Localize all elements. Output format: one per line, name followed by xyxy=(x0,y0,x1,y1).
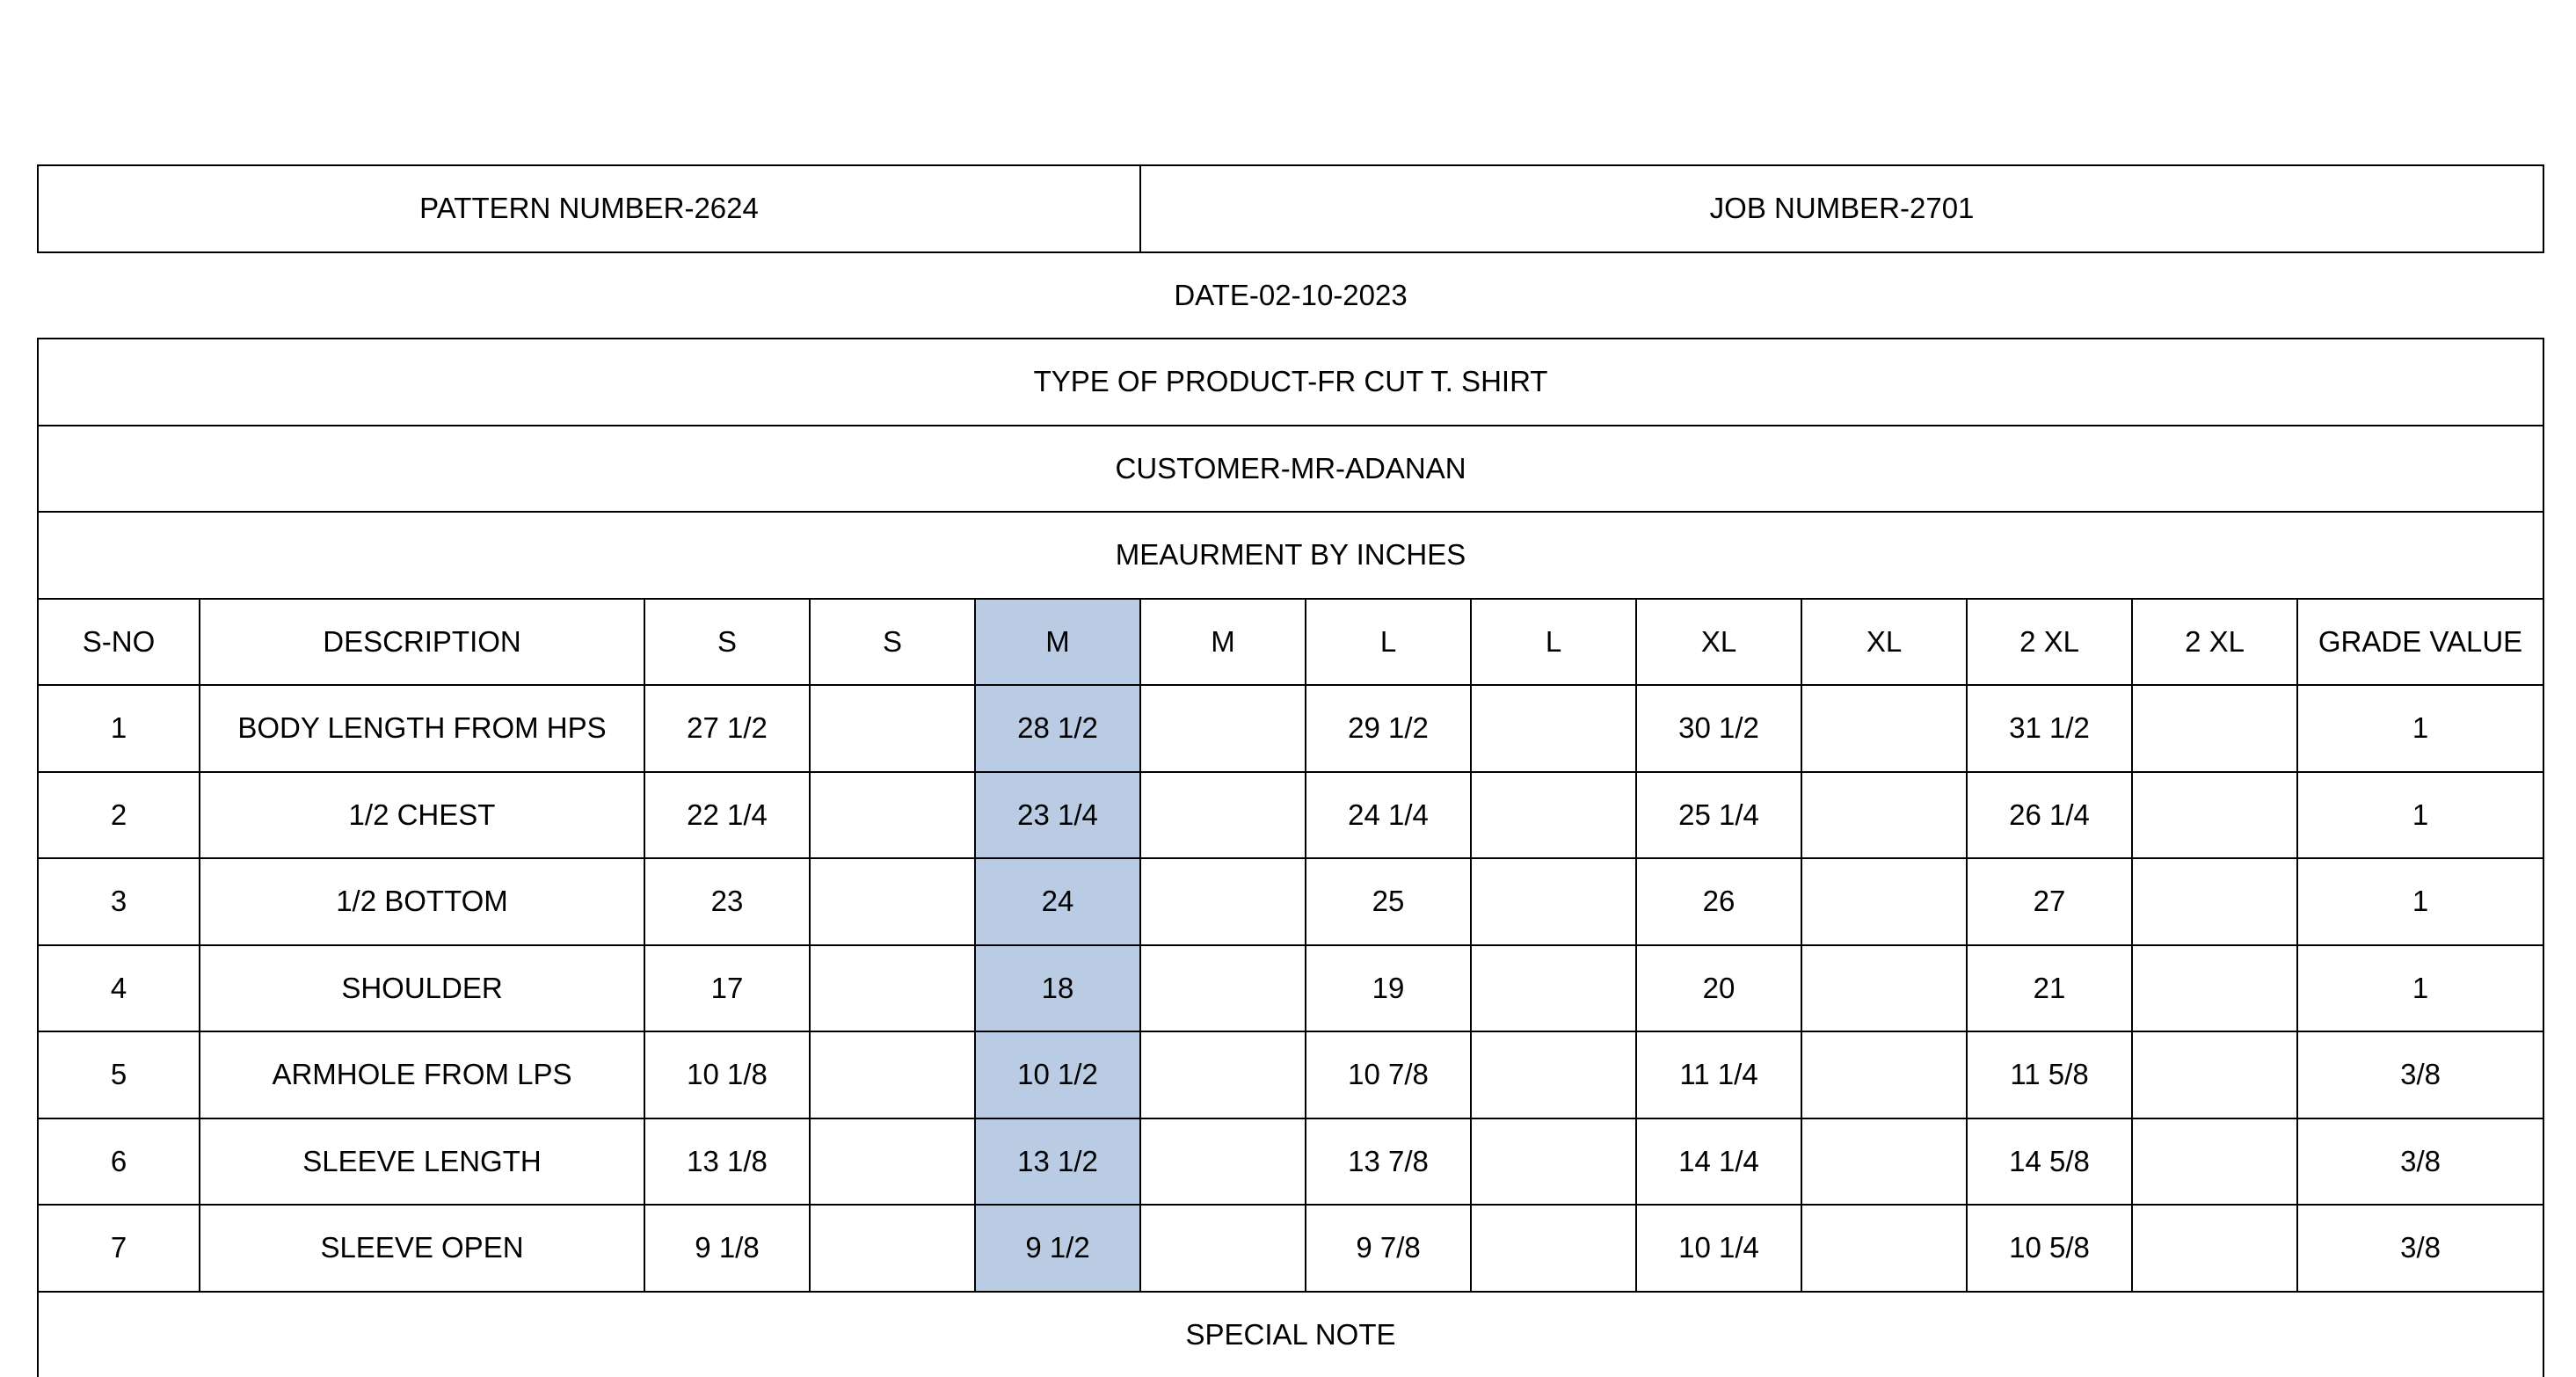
measurement-unit: MEAURMENT BY INCHES xyxy=(38,512,2543,599)
size-2xl-actual-cell xyxy=(2132,945,2297,1032)
description-cell: 1/2 BOTTOM xyxy=(200,858,644,945)
column-header: XL xyxy=(1636,599,1801,686)
size-l-cell: 25 xyxy=(1306,858,1471,945)
size-s-actual-cell xyxy=(810,945,975,1032)
size-l-actual-cell xyxy=(1471,1205,1636,1292)
size-2xl-actual-cell xyxy=(2132,772,2297,859)
size-s-cell: 10 1/8 xyxy=(644,1031,810,1118)
size-xl-actual-cell xyxy=(1801,858,1967,945)
product-type-row xyxy=(38,339,2543,426)
column-header: M xyxy=(975,599,1140,686)
description-cell: SLEEVE LENGTH xyxy=(200,1118,644,1206)
sno-cell: 7 xyxy=(38,1205,200,1292)
sno-cell: 2 xyxy=(38,772,200,859)
pattern-job-row xyxy=(38,165,2543,252)
size-l-actual-cell xyxy=(1471,1118,1636,1206)
size-m-actual-cell xyxy=(1140,685,1306,772)
size-s-actual-cell xyxy=(810,772,975,859)
measurement-unit-row xyxy=(38,512,2543,599)
column-header: S xyxy=(810,599,975,686)
column-header: S xyxy=(644,599,810,686)
table-row xyxy=(38,1031,2543,1118)
size-2xl-cell: 27 xyxy=(1967,858,2132,945)
size-2xl-actual-cell xyxy=(2132,685,2297,772)
table-row xyxy=(38,772,2543,859)
column-header-row xyxy=(38,599,2543,686)
size-l-actual-cell xyxy=(1471,945,1636,1032)
description-cell: SHOULDER xyxy=(200,945,644,1032)
sno-cell: 3 xyxy=(38,858,200,945)
sno-cell: 1 xyxy=(38,685,200,772)
size-2xl-actual-cell xyxy=(2132,1031,2297,1118)
description-cell: BODY LENGTH FROM HPS xyxy=(200,685,644,772)
size-m-cell: 9 1/2 xyxy=(975,1205,1140,1292)
grade-value-cell: 3/8 xyxy=(2297,1031,2543,1118)
size-l-actual-cell xyxy=(1471,772,1636,859)
size-xl-actual-cell xyxy=(1801,772,1967,859)
table-row xyxy=(38,858,2543,945)
description-cell: ARMHOLE FROM LPS xyxy=(200,1031,644,1118)
size-m-actual-cell xyxy=(1140,1031,1306,1118)
column-header: DESCRIPTION xyxy=(200,599,644,686)
size-2xl-actual-cell xyxy=(2132,858,2297,945)
size-xl-cell: 10 1/4 xyxy=(1636,1205,1801,1292)
grade-value-cell: 3/8 xyxy=(2297,1205,2543,1292)
size-l-cell: 19 xyxy=(1306,945,1471,1032)
size-m-actual-cell xyxy=(1140,1118,1306,1206)
size-m-cell: 28 1/2 xyxy=(975,685,1140,772)
size-xl-actual-cell xyxy=(1801,1031,1967,1118)
date-row xyxy=(38,252,2543,339)
size-2xl-cell: 21 xyxy=(1967,945,2132,1032)
size-2xl-cell: 11 5/8 xyxy=(1967,1031,2132,1118)
column-header: M xyxy=(1140,599,1306,686)
spec-table xyxy=(37,164,2544,1377)
size-l-cell: 9 7/8 xyxy=(1306,1205,1471,1292)
size-l-actual-cell xyxy=(1471,858,1636,945)
size-2xl-actual-cell xyxy=(2132,1205,2297,1292)
size-m-cell: 24 xyxy=(975,858,1140,945)
column-header: L xyxy=(1306,599,1471,686)
sno-cell: 6 xyxy=(38,1118,200,1206)
grade-value-cell: 1 xyxy=(2297,772,2543,859)
column-header: L xyxy=(1471,599,1636,686)
column-header: 2 XL xyxy=(1967,599,2132,686)
size-s-actual-cell xyxy=(810,1031,975,1118)
size-l-actual-cell xyxy=(1471,685,1636,772)
pattern-number: PATTERN NUMBER-2624 xyxy=(38,165,1140,252)
measurement-sheet xyxy=(37,164,2544,1377)
table-row xyxy=(38,945,2543,1032)
description-cell: 1/2 CHEST xyxy=(200,772,644,859)
size-xl-cell: 11 1/4 xyxy=(1636,1031,1801,1118)
date: DATE-02-10-2023 xyxy=(38,252,2543,339)
size-l-cell: 10 7/8 xyxy=(1306,1031,1471,1118)
table-row xyxy=(38,685,2543,772)
size-s-actual-cell xyxy=(810,1118,975,1206)
special-note-row xyxy=(38,1292,2543,1377)
size-m-cell: 23 1/4 xyxy=(975,772,1140,859)
customer-row xyxy=(38,426,2543,513)
grade-value-cell: 1 xyxy=(2297,858,2543,945)
sno-cell: 4 xyxy=(38,945,200,1032)
size-m-cell: 18 xyxy=(975,945,1140,1032)
description-cell: SLEEVE OPEN xyxy=(200,1205,644,1292)
column-header: 2 XL xyxy=(2132,599,2297,686)
grade-value-cell: 1 xyxy=(2297,945,2543,1032)
table-row xyxy=(38,1118,2543,1206)
size-s-cell: 13 1/8 xyxy=(644,1118,810,1206)
size-xl-actual-cell xyxy=(1801,945,1967,1032)
column-header: GRADE VALUE xyxy=(2297,599,2543,686)
grade-value-cell: 3/8 xyxy=(2297,1118,2543,1206)
size-s-cell: 9 1/8 xyxy=(644,1205,810,1292)
size-2xl-actual-cell xyxy=(2132,1118,2297,1206)
column-header: S-NO xyxy=(38,599,200,686)
size-2xl-cell: 31 1/2 xyxy=(1967,685,2132,772)
size-s-cell: 17 xyxy=(644,945,810,1032)
size-xl-cell: 20 xyxy=(1636,945,1801,1032)
size-m-cell: 10 1/2 xyxy=(975,1031,1140,1118)
column-header: XL xyxy=(1801,599,1967,686)
size-2xl-cell: 14 5/8 xyxy=(1967,1118,2132,1206)
size-m-actual-cell xyxy=(1140,945,1306,1032)
size-xl-actual-cell xyxy=(1801,1118,1967,1206)
size-l-cell: 24 1/4 xyxy=(1306,772,1471,859)
size-xl-cell: 14 1/4 xyxy=(1636,1118,1801,1206)
special-note: SPECIAL NOTE xyxy=(38,1292,2543,1377)
size-s-cell: 23 xyxy=(644,858,810,945)
sno-cell: 5 xyxy=(38,1031,200,1118)
size-2xl-cell: 26 1/4 xyxy=(1967,772,2132,859)
size-l-cell: 13 7/8 xyxy=(1306,1118,1471,1206)
size-s-actual-cell xyxy=(810,1205,975,1292)
size-l-actual-cell xyxy=(1471,1031,1636,1118)
size-xl-actual-cell xyxy=(1801,1205,1967,1292)
size-m-actual-cell xyxy=(1140,858,1306,945)
size-s-actual-cell xyxy=(810,858,975,945)
grade-value-cell: 1 xyxy=(2297,685,2543,772)
size-m-actual-cell xyxy=(1140,1205,1306,1292)
size-l-cell: 29 1/2 xyxy=(1306,685,1471,772)
size-s-cell: 27 1/2 xyxy=(644,685,810,772)
size-m-actual-cell xyxy=(1140,772,1306,859)
size-xl-cell: 26 xyxy=(1636,858,1801,945)
size-xl-cell: 30 1/2 xyxy=(1636,685,1801,772)
size-s-cell: 22 1/4 xyxy=(644,772,810,859)
size-m-cell: 13 1/2 xyxy=(975,1118,1140,1206)
job-number: JOB NUMBER-2701 xyxy=(1140,165,2543,252)
product-type: TYPE OF PRODUCT-FR CUT T. SHIRT xyxy=(38,339,2543,426)
size-2xl-cell: 10 5/8 xyxy=(1967,1205,2132,1292)
size-s-actual-cell xyxy=(810,685,975,772)
customer: CUSTOMER-MR-ADANAN xyxy=(38,426,2543,513)
size-xl-cell: 25 1/4 xyxy=(1636,772,1801,859)
size-xl-actual-cell xyxy=(1801,685,1967,772)
table-row xyxy=(38,1205,2543,1292)
